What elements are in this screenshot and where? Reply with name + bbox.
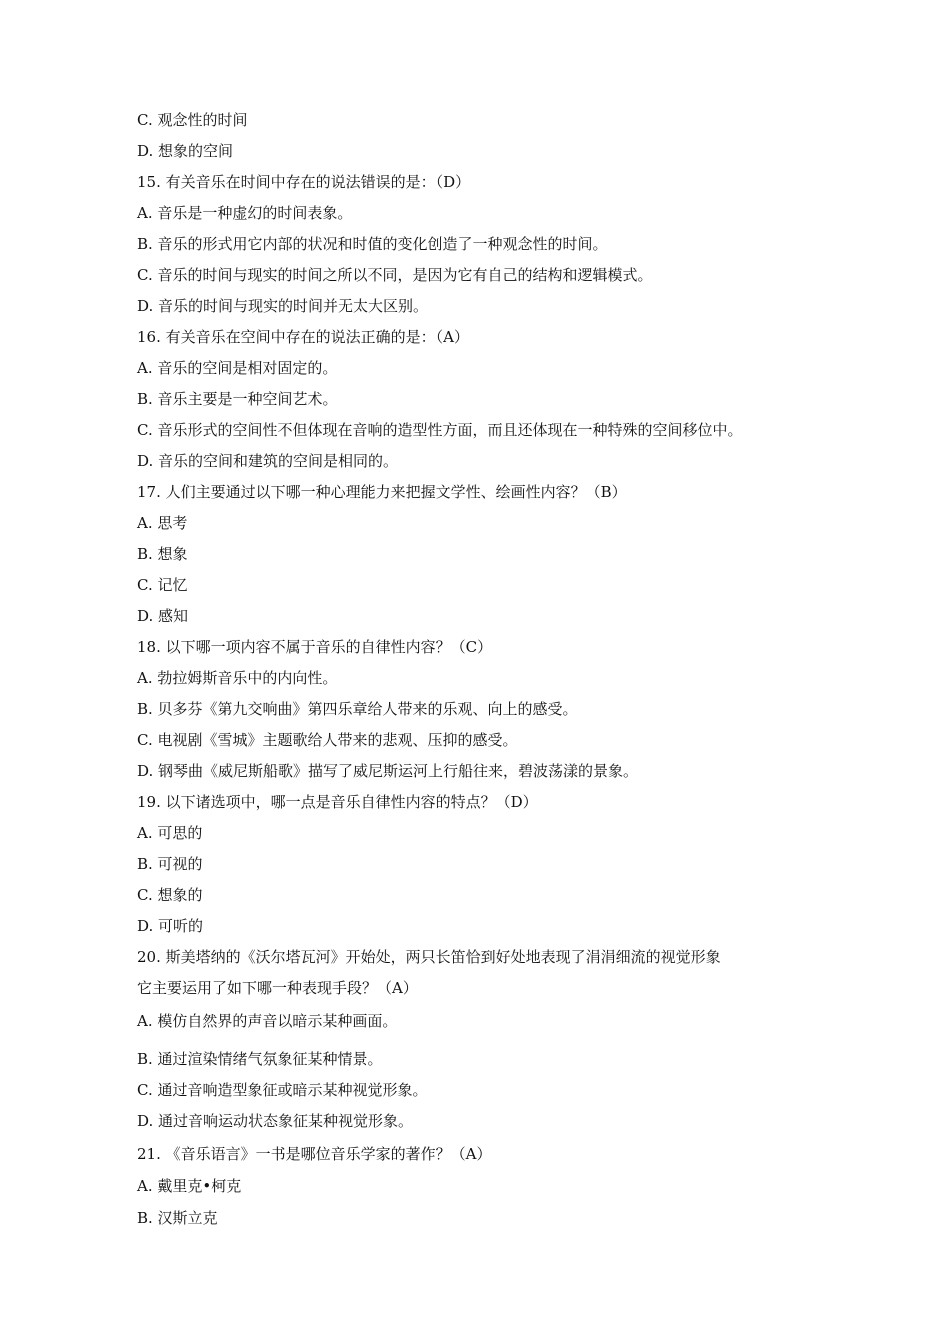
text-line: A. 可思的 bbox=[137, 824, 203, 842]
text-line: C. 想象的 bbox=[137, 886, 203, 904]
text-line: C. 记忆 bbox=[137, 576, 188, 594]
text-line: B. 贝多芬《第九交响曲》第四乐章给人带来的乐观、向上的感受。 bbox=[137, 700, 578, 718]
text-line: D. 音乐的空间和建筑的空间是相同的。 bbox=[137, 452, 399, 470]
text-line: A. 音乐是一种虚幻的时间表象。 bbox=[137, 204, 353, 222]
text-line: A. 勃拉姆斯音乐中的内向性。 bbox=[137, 669, 338, 687]
question-17: 17. 人们主要通过以下哪一种心理能力来把握文学性、绘画性内容？（B） bbox=[137, 483, 627, 501]
text-line: D. 音乐的时间与现实的时间并无太大区别。 bbox=[137, 297, 429, 315]
text-line: D. 通过音响运动状态象征某种视觉形象。 bbox=[137, 1112, 414, 1130]
text-line: B. 想象 bbox=[137, 545, 188, 563]
text-line: D. 感知 bbox=[137, 607, 189, 625]
text-line: B. 汉斯立克 bbox=[137, 1209, 218, 1227]
text-line: A. 戴里克•柯克 bbox=[137, 1177, 242, 1195]
text-line: D. 想象的空间 bbox=[137, 142, 234, 160]
text-line: A. 模仿自然界的声音以暗示某种画面。 bbox=[137, 1012, 398, 1030]
text-line: B. 音乐的形式用它内部的状况和时值的变化创造了一种观念性的时间。 bbox=[137, 235, 608, 253]
text-line: A. 思考 bbox=[137, 514, 188, 532]
question-19: 19. 以下诸选项中，哪一点是音乐自律性内容的特点？（D） bbox=[137, 793, 538, 811]
text-line: B. 通过渲染情绪气氛象征某种情景。 bbox=[137, 1050, 383, 1068]
text-line: 它主要运用了如下哪一种表现手段？（A） bbox=[137, 979, 418, 997]
text-line: C. 电视剧《雪城》主题歌给人带来的悲观、压抑的感受。 bbox=[137, 731, 518, 749]
text-line: D. 钢琴曲《威尼斯船歌》描写了威尼斯运河上行船往来，碧波荡漾的景象。 bbox=[137, 762, 639, 780]
text-line: A. 音乐的空间是相对固定的。 bbox=[137, 359, 338, 377]
text-line: C. 观念性的时间 bbox=[137, 111, 248, 129]
text-line: C. 音乐的时间与现实的时间之所以不同，是因为它有自己的结构和逻辑模式。 bbox=[137, 266, 653, 284]
text-line: C. 音乐形式的空间性不但体现在音响的造型性方面，而且还体现在一种特殊的空间移位中。 bbox=[137, 421, 743, 439]
question-18: 18. 以下哪一项内容不属于音乐的自律性内容？（C） bbox=[137, 638, 493, 656]
question-15: 15. 有关音乐在时间中存在的说法错误的是：（D） bbox=[137, 173, 471, 191]
text-line: C. 通过音响造型象征或暗示某种视觉形象。 bbox=[137, 1081, 428, 1099]
text-line: B. 音乐主要是一种空间艺术。 bbox=[137, 390, 338, 408]
text-line: B. 可视的 bbox=[137, 855, 203, 873]
question-20: 20. 斯美塔纳的《沃尔塔瓦河》开始处，两只长笛恰到好处地表现了涓涓细流的视觉形象 bbox=[137, 948, 721, 966]
question-16: 16. 有关音乐在空间中存在的说法正确的是：（A） bbox=[137, 328, 469, 346]
question-21: 21. 《音乐语言》一书是哪位音乐学家的著作？（A） bbox=[137, 1145, 492, 1163]
text-line: D. 可听的 bbox=[137, 917, 204, 935]
